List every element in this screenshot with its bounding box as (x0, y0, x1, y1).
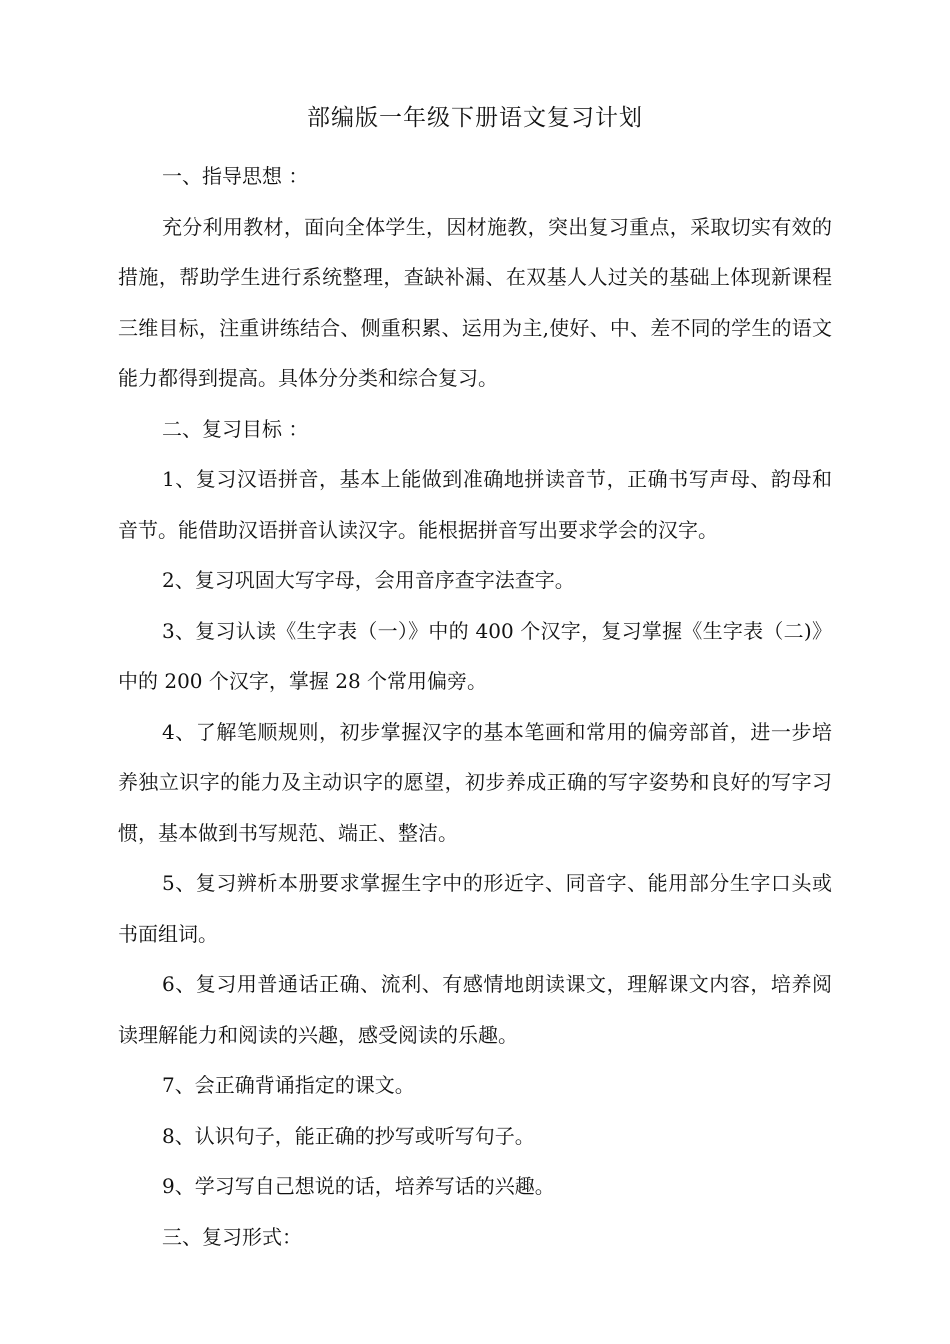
section-heading-review-format: 三、复习形式： (162, 1224, 302, 1249)
goal-item-6: 6、复习用普通话正确、流利、有感情地朗读课文，理解课文内容，培养阅读理解能力和阅读的兴趣，感受阅读的乐趣。 (118, 972, 832, 1047)
section-heading-review-goals: 二、复习目标 ： (162, 416, 309, 441)
goal-item-1: 1、复习汉语拼音，基本上能做到准确地拼读音节，正确书写声母、韵母和音节。能借助汉语拼音认读汉字。能根据拼音写出要求学会的汉字。 (118, 467, 832, 542)
paragraph-guiding-ideology: 充分利用教材，面向全体学生，因材施教，突出复习重点，采取切实有效的措施，帮助学生进行系统整理，查缺补漏、在双基人人过关的基础上体现新课程三维目标，注重讲练结合、侧重积累、运用为主,使好、中、差不同的学生的语文能力都得到提高。具体分分类和综合复习。 (118, 214, 832, 390)
goal-item-8: 8、认识句子，能正确的抄写或听写句子。 (162, 1123, 535, 1148)
goal-item-3: 3、复习认读《生字表（一）》中的 400 个汉字，复习掌握《生字表（二)》中的 200 个汉字，掌握 28 个常用偏旁。 (118, 618, 832, 693)
goal-item-4: 4、了解笔顺规则，初步掌握汉字的基本笔画和常用的偏旁部首，进一步培养独立识字的能力及主动识字的愿望，初步养成正确的写字姿势和良好的写字习惯，基本做到书写规范、端正、整洁。 (118, 719, 832, 845)
section-heading-guiding-ideology: 一、指导思想 ： (162, 164, 309, 188)
document-title: 部编版一年级下册语文复习计划 (307, 105, 643, 131)
goal-item-5: 5、复习辨析本册要求掌握生字中的形近字、同音字、能用部分生字口头或书面组词。 (118, 871, 832, 946)
document-body (118, 151, 832, 1262)
goal-item-7: 7、会正确背诵指定的课文。 (162, 1073, 415, 1097)
goal-item-2: 2、复习巩固大写字母，会用音序查字法查字。 (162, 568, 575, 592)
goal-item-9: 9、学习写自己想说的话，培养写话的兴趣。 (162, 1174, 555, 1198)
